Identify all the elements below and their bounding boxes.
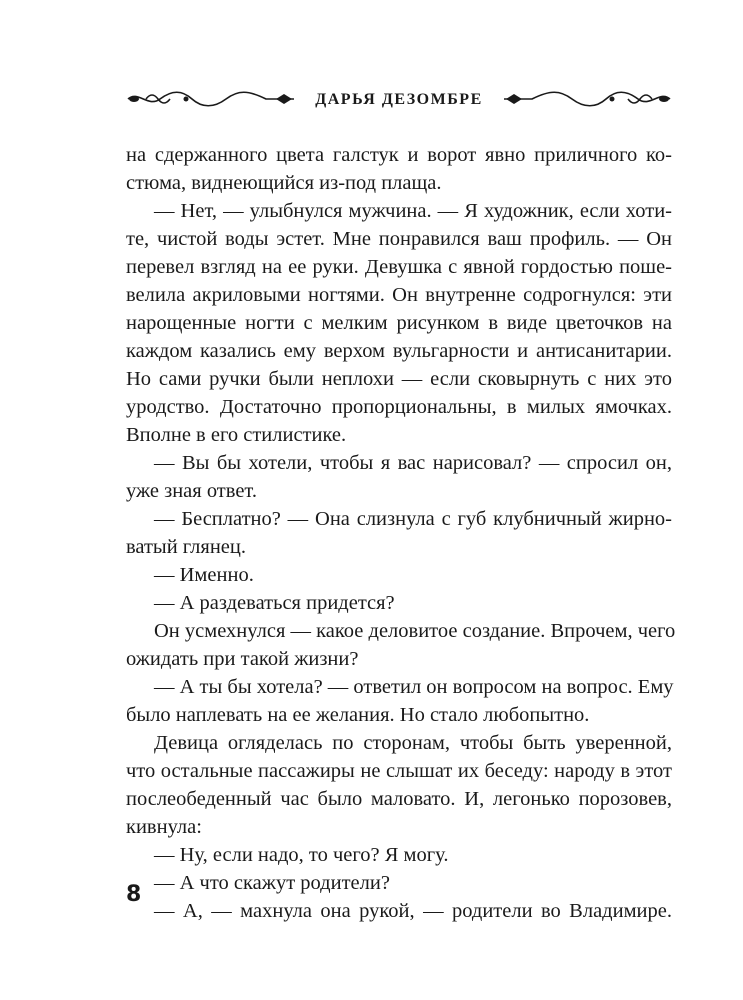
running-header <box>126 84 672 114</box>
text-line: — А что скажут родители? <box>154 872 390 894</box>
text-line: Но сами ручки были неплохи — если сковырнуть с них это <box>126 368 672 390</box>
page-number: 8 <box>126 882 142 907</box>
text-line: ожидать при такой жизни? <box>126 648 359 670</box>
text-line: — Вы бы хотели, чтобы я вас нарисовал? — спросил он, <box>154 452 672 474</box>
text-line: стюма, виднеющийся из-под плаща. <box>126 172 442 194</box>
text-line: Вполне в его стилистике. <box>126 424 347 446</box>
text-line: послеобеденный час было маловато. И, легонько порозовев, <box>126 788 672 810</box>
text-line: — Нет, — улыбнулся мужчина. — Я художник, если хоти- <box>154 200 672 222</box>
text-line: Девица огляделась по сторонам, чтобы быть уверенной, <box>154 732 672 754</box>
text-line: перевел взгляд на ее руки. Девушка с явной гордостью поше- <box>126 256 672 278</box>
text-line: велила акриловыми ногтями. Он внутренне содрогнулся: эти <box>126 284 672 306</box>
text-line: — Бесплатно? — Она слизнула с губ клубничный жирно- <box>154 508 672 530</box>
text-line: ватый глянец. <box>126 536 246 558</box>
text-line: те, чистой воды эстет. Мне понравился ваш профиль. — Он <box>126 228 672 250</box>
text-line: нарощенные ногти с мелким рисунком в виде цветочков на <box>126 312 672 334</box>
text-line: уродство. Достаточно пропорциональны, в милых ямочках. <box>126 396 672 418</box>
text-line: Он усмехнулся — какое деловитое создание. Впрочем, чего <box>154 620 676 642</box>
text-line: уже зная ответ. <box>126 480 257 502</box>
text-line: что остальные пассажиры не слышат их беседу: народу в этот <box>126 760 672 782</box>
running-header-title: ДАРЬЯ ДЕЗОМБРЕ <box>295 91 503 108</box>
text-line: — А раздеваться придется? <box>154 592 395 614</box>
text-line: — А, — махнула она рукой, — родители во Владимире. <box>154 900 672 922</box>
text-line: каждом казались ему верхом вульгарности и антисанитарии. <box>126 340 672 362</box>
text-line: — Ну, если надо, то чего? Я могу. <box>154 844 449 866</box>
text-line: на сдержанного цвета галстук и ворот явно приличного ко- <box>126 144 672 166</box>
text-line: — А ты бы хотела? — ответил он вопросом на вопрос. Ему <box>154 676 674 698</box>
body-text <box>126 141 676 925</box>
text-line: было наплевать на ее желания. Но стало любопытно. <box>126 704 590 726</box>
text-line: — Именно. <box>154 564 254 586</box>
text-line: кивнула: <box>126 816 202 838</box>
